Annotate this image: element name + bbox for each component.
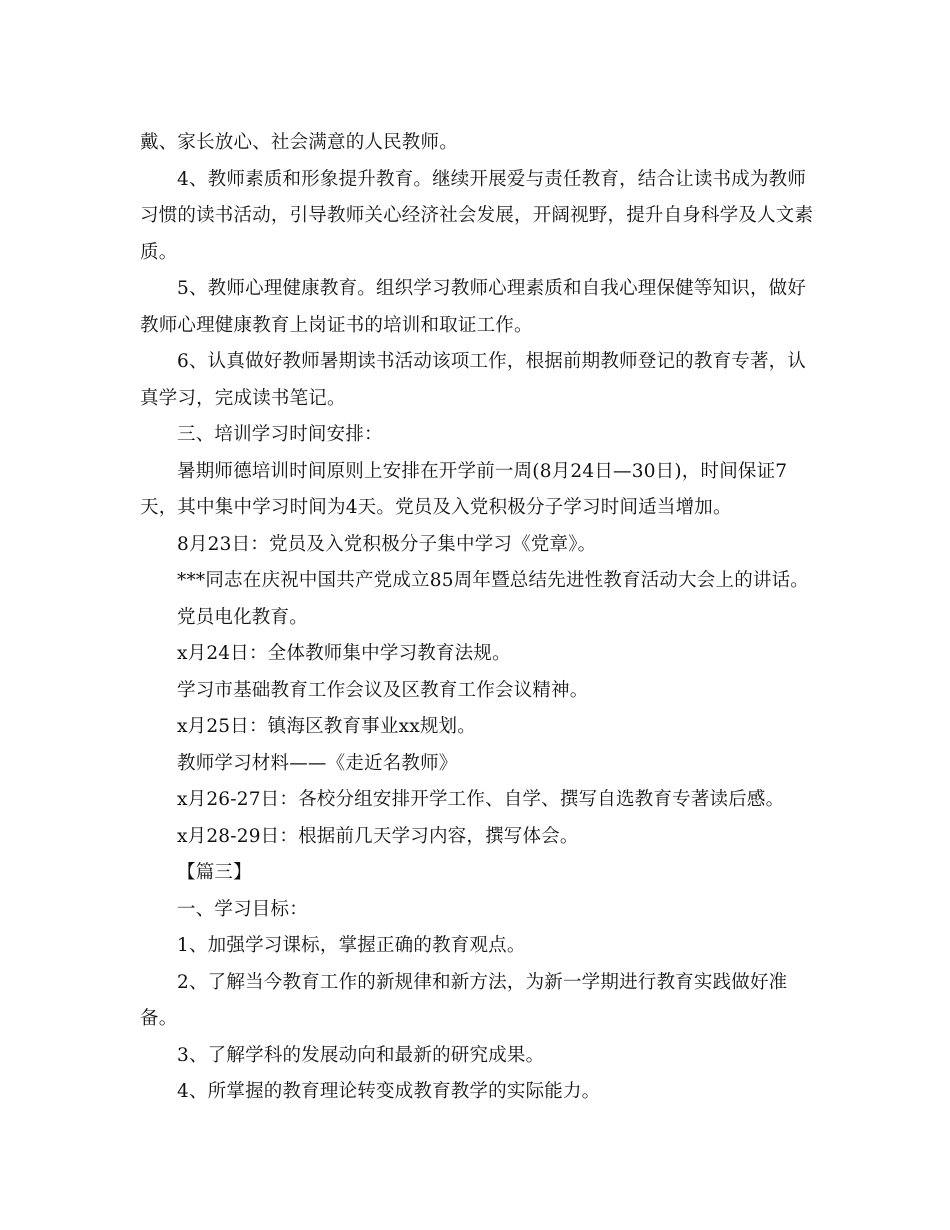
paragraph-item-4: 4、教师素质和形象提升教育。继续开展爱与责任教育，结合让读书成为教师习惯的读书活动，引导教师关心经济社会发展，开阔视野，提升自身科学及人文素质。 bbox=[140, 168, 814, 263]
section-heading-goals: 一、学习目标： bbox=[177, 898, 308, 920]
section-title-part-three: 【篇三】 bbox=[177, 862, 252, 883]
schedule-item-28-29: x月28-29日：根据前几天学习内容，撰写体会。 bbox=[177, 825, 579, 847]
document-body bbox=[140, 125, 820, 1111]
schedule-note-meetings: 学习市基础教育工作会议及区教育工作会议精神。 bbox=[177, 679, 589, 701]
paragraph-item-6: 6、认真做好教师暑期读书活动该项工作，根据前期教师登记的教育专著，认真学习，完成读书笔记。 bbox=[140, 351, 807, 409]
schedule-item-aug-23: 8月23日：党员及入党积极分子集中学习《党章》。 bbox=[177, 533, 597, 555]
goal-item-3: 3、了解学科的发展动向和最新的研究成果。 bbox=[177, 1044, 545, 1066]
goal-item-1: 1、加强学习课标，掌握正确的教育观点。 bbox=[177, 935, 526, 956]
paragraph-continuation: 戴、家长放心、社会满意的人民教师。 bbox=[140, 132, 458, 153]
schedule-note-speech: ***同志在庆祝中国共产党成立85周年暨总结先进性教育活动大会上的讲话。 bbox=[177, 570, 809, 591]
schedule-note-materials: 教师学习材料——《走近名教师》 bbox=[177, 752, 458, 774]
schedule-item-25: x月25日：镇海区教育事业xx规划。 bbox=[177, 716, 476, 737]
goal-item-4: 4、所掌握的教育理论转变成教育教学的实际能力。 bbox=[177, 1081, 601, 1102]
section-heading-schedule: 三、培训学习时间安排： bbox=[177, 424, 383, 445]
schedule-item-24: x月24日：全体教师集中学习教育法规。 bbox=[177, 643, 511, 664]
schedule-note-party-education: 党员电化教育。 bbox=[177, 606, 308, 628]
paragraph-schedule-intro: 暑期师德培训时间原则上安排在开学前一周(8月24日—30日)，时间保证7天，其中集中学习时间为4天。党员及入党积极分子学习时间适当增加。 bbox=[140, 460, 788, 518]
paragraph-item-5: 5、教师心理健康教育。组织学习教师心理素质和自我心理保健等知识，做好教师心理健康教育上岗证书的培训和取证工作。 bbox=[140, 278, 807, 336]
schedule-item-26-27: x月26-27日：各校分组安排开学工作、自学、撰写自选教育专著读后感。 bbox=[177, 789, 785, 810]
goal-item-2: 2、了解当今教育工作的新规律和新方法，为新一学期进行教育实践做好准备。 bbox=[140, 971, 788, 1029]
